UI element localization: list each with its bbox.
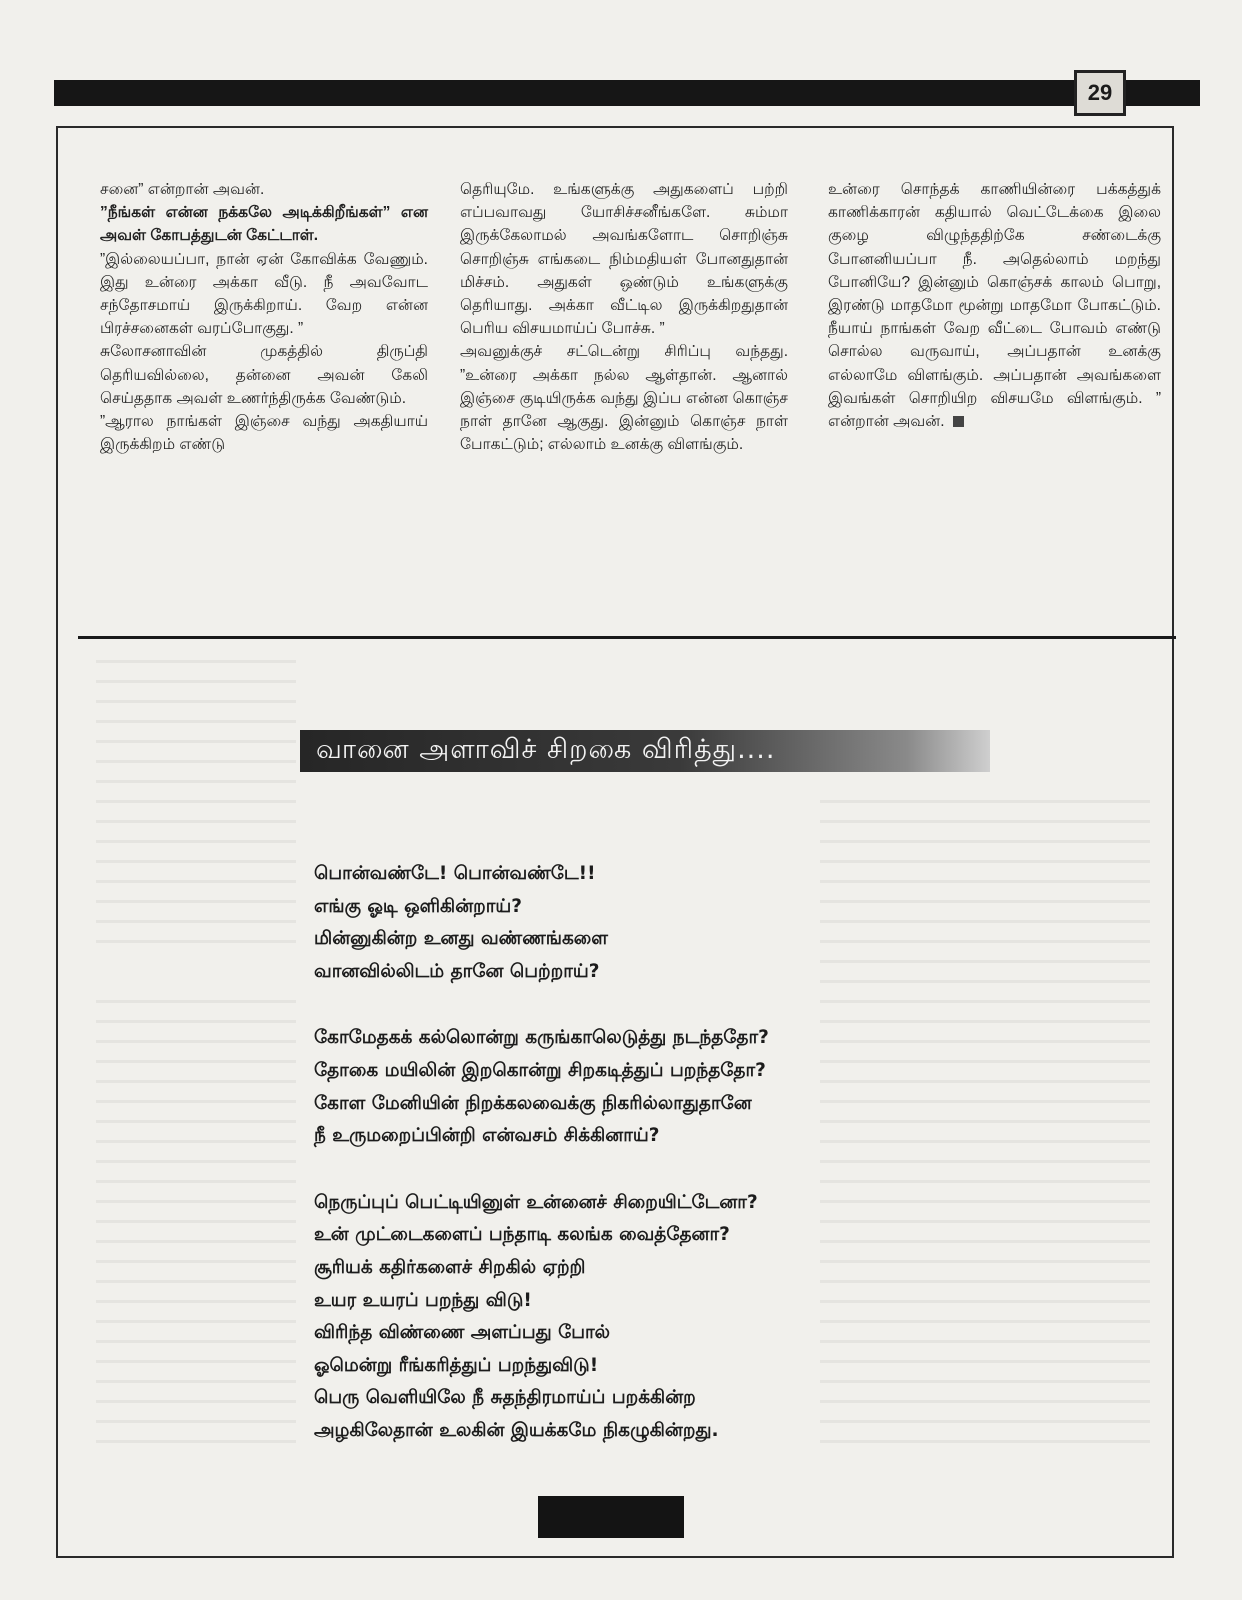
poem-line: கோமேதகக் கல்லொன்று கருங்காலெடுத்து நடந்ததோ? (314, 1027, 769, 1049)
poem-line: மின்னுகின்ற உனது வண்ணங்களை (314, 928, 608, 950)
section-divider (78, 636, 1176, 639)
page-number: 29 (1074, 70, 1126, 116)
story-paragraph: சுலோசனாவின் முகத்தில் திருப்தி தெரியவில்லை, தன்னை அவன் கேலி செய்ததாக அவள் உணர்ந்திருக்க வேண்டும். (100, 343, 428, 407)
end-of-story-mark (953, 416, 964, 427)
story-paragraph: ”நீங்கள் என்ன நக்கலே அடிக்கிறீங்கள்” என அவள் கோபத்துடன் கேட்டாள். (100, 204, 428, 245)
story-text: உன்ரை சொந்தக் காணியின்ரை பக்கத்துக் காணிக்காரன் கதியால் வெட்டேக்கை இலை குழை விழுந்ததிற்கே சண்டைக்கு போனனியப்பா நீ. அதெல்லாம் மறந்து போனியே? இன்னும் கொஞ்சக் காலம் பொறு, இரண்டு மாதமோ மூன்று மாதமோ போகட்டும். நீயாய் நாங்கள் வேற வீட்டை போவம் எண்டு சொல்ல வருவாய், அப்பதான் உனக்கு எல்லாமே விளங்கும். அப்பதான் அவங்களை இவங்கள் சொறியிற விசயமே விளங்கும். ” என்றான் அவன். (828, 181, 1161, 431)
poem-line: கோள மேனியின் நிறக்கலவைக்கு நிகரில்லாதுதானே (314, 1092, 752, 1114)
poem-line: அழகிலேதான் உலகின் இயக்கமே நிகழுகின்றது. (314, 1419, 719, 1441)
poem-stanza-1 (314, 858, 1034, 988)
footer-bar (538, 1496, 684, 1538)
poem-line: சூரியக் கதிர்களைச் சிறகில் ஏற்றி (314, 1256, 586, 1278)
poem-line: நெருப்புப் பெட்டியினுள் உன்னைச் சிறையிட்டேனா? (314, 1191, 758, 1213)
poem-line: பொன்வண்டே! பொன்வண்டே!! (314, 863, 596, 884)
story-paragraph: சனை” என்றான் அவன். (100, 181, 265, 198)
poem-line: வானவில்லிடம் தானே பெற்றாய்? (314, 960, 600, 982)
poem-line: எங்கு ஓடி ஒளிகின்றாய்? (314, 895, 522, 917)
story-column-3 (828, 178, 1161, 433)
poem-line: நீ உருமறைப்பின்றி என்வசம் சிக்கினாய்? (314, 1125, 660, 1147)
story-paragraph: அவனுக்குச் சட்டென்று சிரிப்பு வந்தது. ”உன்ரை அக்கா நல்ல ஆள்தான். ஆனால் இஞ்சை குடியிருக்க வந்து இப்ப என்ன கொஞ்ச நாள் தானே ஆகுது. இன்னும் கொஞ்ச நாள் போகட்டும்; எல்லாம் உனக்கு விளங்கும். (460, 343, 788, 454)
story-paragraph: தெரியுமே. உங்களுக்கு அதுகளைப் பற்றி எப்பவாவது யோசிச்சனீங்களே. சும்மா இருக்கேலாமல் அவங்களோட சொறிஞ்சு சொறிஞ்சு எங்கடை நிம்மதியள் போனதுதான் மிச்சம். அதுகள் ஒண்டும் உங்களுக்கு தெரியாது. அக்கா வீட்டில இருக்கிறதுதான் பெரிய விசயமாய்ப் போச்சு. ” (460, 181, 788, 338)
poem-line: விரிந்த விண்ணை அளப்பது போல் (314, 1322, 610, 1344)
poem-line: பெரு வெளியிலே நீ சுதந்திரமாய்ப் பறக்கின்ற (314, 1387, 696, 1409)
poem (314, 858, 1034, 1482)
story-paragraph: ”இல்லையப்பா, நான் ஏன் கோவிக்க வேணும். இது உன்ரை அக்கா வீடு. நீ அவவோட சந்தோசமாய் இருக்கிறாய். வேற என்ன பிரச்சனைகள் வரப்போகுது. ” (100, 250, 428, 338)
story-column-2 (460, 178, 788, 456)
story-column-1 (100, 178, 428, 456)
poem-line: ஓமென்று ரீங்கரித்துப் பறந்துவிடு! (314, 1354, 599, 1376)
poem-line: தோகை மயிலின் இறகொன்று சிறகடித்துப் பறந்ததோ? (314, 1059, 766, 1081)
poem-stanza-2 (314, 1022, 1034, 1152)
poem-title: வானை அளாவிச் சிறகை விரித்து.... (300, 730, 990, 772)
poem-line: உன் முட்டைகளைப் பந்தாடி கலங்க வைத்தேனா? (314, 1224, 730, 1246)
story-paragraph: ”ஆரால நாங்கள் இஞ்சை வந்து அகதியாய் இருக்கிறம் எண்டு (100, 413, 428, 454)
story-paragraph (828, 178, 1161, 433)
poem-stanza-3 (314, 1187, 1034, 1448)
poem-line: உயர உயரப் பறந்து விடு! (314, 1289, 532, 1311)
